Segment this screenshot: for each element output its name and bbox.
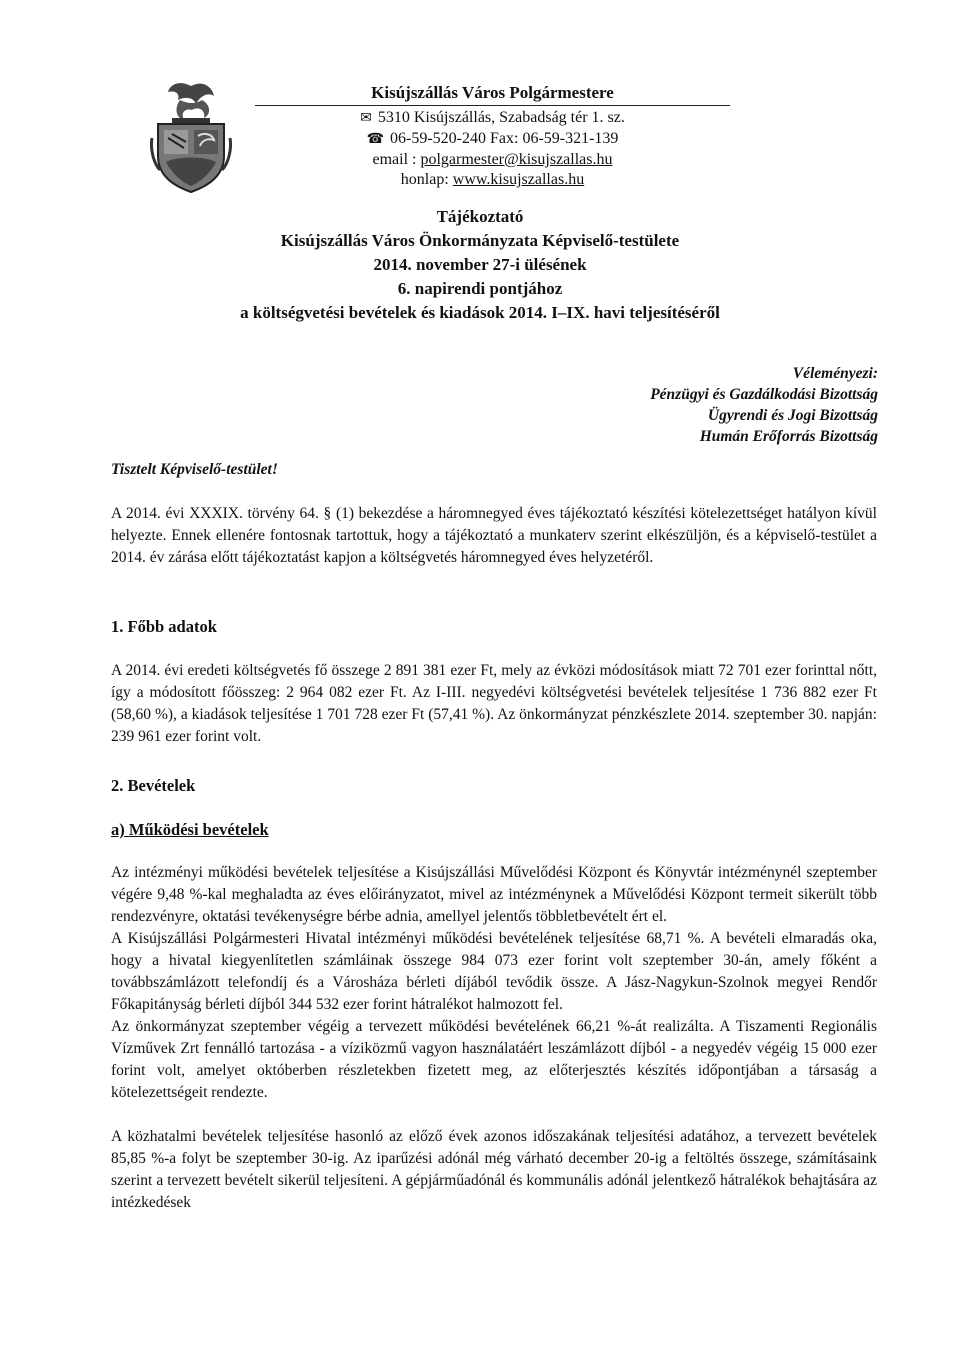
web-line (255, 170, 730, 190)
address-line (255, 108, 730, 129)
committee-item: Pénzügyi és Gazdálkodási Bizottság (650, 386, 878, 403)
title-line-5: a költségvetési bevételek és kiadások 2014. I–IX. havi teljesítéséről (240, 303, 720, 322)
section-1-paragraph: A 2014. évi eredeti költségvetés fő összege 2 891 381 ezer Ft, mely az évközi módosítások miatt 72 701 ezer forinttal nőtt, így a módosított főösszeg: 2 964 082 ezer Ft. Az I-III. negyedévi költségvetési bevételek teljesítése 1 736 882 ezer Ft (58,60 %), a kiadások teljesítése 1 701 728 ezer Ft (57,41 %). Az önkormányzat pénzkészlete 2014. szeptember 30. napján: 239 961 ezer forint volt. (111, 662, 877, 745)
address-text: 5310 Kisújszállás, Szabadság tér 1. sz. (377, 109, 625, 126)
committee-item: Ügyrendi és Jogi Bizottság (707, 407, 878, 424)
title-line-3: 2014. november 27-i ülésének (373, 255, 587, 274)
committee-item: Humán Erőforrás Bizottság (699, 428, 878, 445)
intro-paragraph: A 2014. évi XXXIX. törvény 64. § (1) bekezdése a háromnegyed éves tájékoztató készítési kötelezettséget hatályon kívül helyezte. Ennek ellenére fontosnak tartottuk, hogy a tájékoztató a munkaterv szerint elkészüljön, és a képviselő-testület a 2014. év zárása előtt tájékoztatást kapjon a költségvetés háromnegyed éves helyzetéről. (111, 505, 877, 566)
paragraph: Az önkormányzat szeptember végéig a tervezett működési bevételének 66,21 %-át realizálta. A Tiszamenti Regionális Vízművek Zrt fennálló tartozása - a víziközmű vagyon használatáért leszámlázott díjból - a negyedév végéig 15 000 ezer forint volt, amelyet októberben részletekben fizetett meg, az előterjesztés készítés időpontjában a társaság a kötelezettségeit rendezte. (111, 1018, 877, 1101)
envelope-icon: ✉ (360, 111, 372, 126)
telephone-icon: ☎ (366, 132, 385, 147)
letterhead (255, 82, 730, 190)
email-link[interactable]: polgarmester@kisujszallas.hu (420, 151, 613, 168)
email-label: email : (372, 151, 421, 168)
phone-text: 06-59-520-240 Fax: 06-59-321-139 (390, 130, 619, 147)
paragraph: Az intézményi működési bevételek teljesítése a Kisújszállási Művelődési Központ és Könyvtár intézménynél szeptember végére 9,48 %-kal meghaladta az éves előirányzatot, mivel az intézménynek a Művelődési Központ termeit sikerült több rendezvényre, oktatási tevékenységre bérbe adnia, amellyel jelentős többletbevételt ért el. (111, 864, 877, 925)
title-line-4: 6. napirendi pontjához (397, 279, 563, 298)
office-name: Kisújszállás Város Polgármestere (371, 83, 614, 102)
header-rule (255, 105, 730, 106)
section-2-heading: 2. Bevételek (111, 776, 196, 795)
reviewing-committees (650, 363, 878, 447)
title-line-2: Kisújszállás Város Önkormányzata Képviselő-testülete (280, 231, 680, 250)
title-block (180, 205, 780, 325)
salutation: Tisztelt Képviselő-testület! (111, 461, 278, 478)
section-2a-body (111, 862, 877, 1214)
section-1-heading: 1. Főbb adatok (111, 617, 217, 636)
web-label: honlap: (400, 171, 453, 188)
paragraph: A közhatalmi bevételek teljesítése hasonló az előző évek azonos időszakának teljesítési adatához, a tervezett bevételek 85,85 %-a folyt be szeptember 30-ig. Az iparűzési adónál még várható december 20-ig a feltöltés összege, számításaink szerint a tervezett bevételt sikerül teljesíteni. A gépjárműadónál és kommunális adónál jelentkező hátralékok behajtására az intézkedések (111, 1128, 877, 1211)
email-line (255, 150, 730, 170)
paragraph: A Kisújszállási Polgármesteri Hivatal intézményi működési bevételének teljesítése 68,71 %. A bevételi elmaradás oka, hogy a hivatal kiegyenlítetlen számláinak összege 984 073 ezer forint volt szeptember 30-án, amely főként a továbbszámlázott telefondíj és a Városháza bérleti díjából tevődik össze. A Jász-Nagykun-Szolnok megyei Rendőr Főkapitányság bérleti díjból 344 532 ezer forint hátralékot halmozott fel. (111, 930, 877, 1013)
committees-label: Véleményezi: (792, 365, 878, 382)
section-2a-heading: a) Működési bevételek (111, 820, 269, 839)
phone-line (255, 129, 730, 150)
title-line-1: Tájékoztató (436, 207, 524, 226)
coat-of-arms-icon (150, 78, 232, 196)
web-link[interactable]: www.kisujszallas.hu (452, 171, 585, 188)
